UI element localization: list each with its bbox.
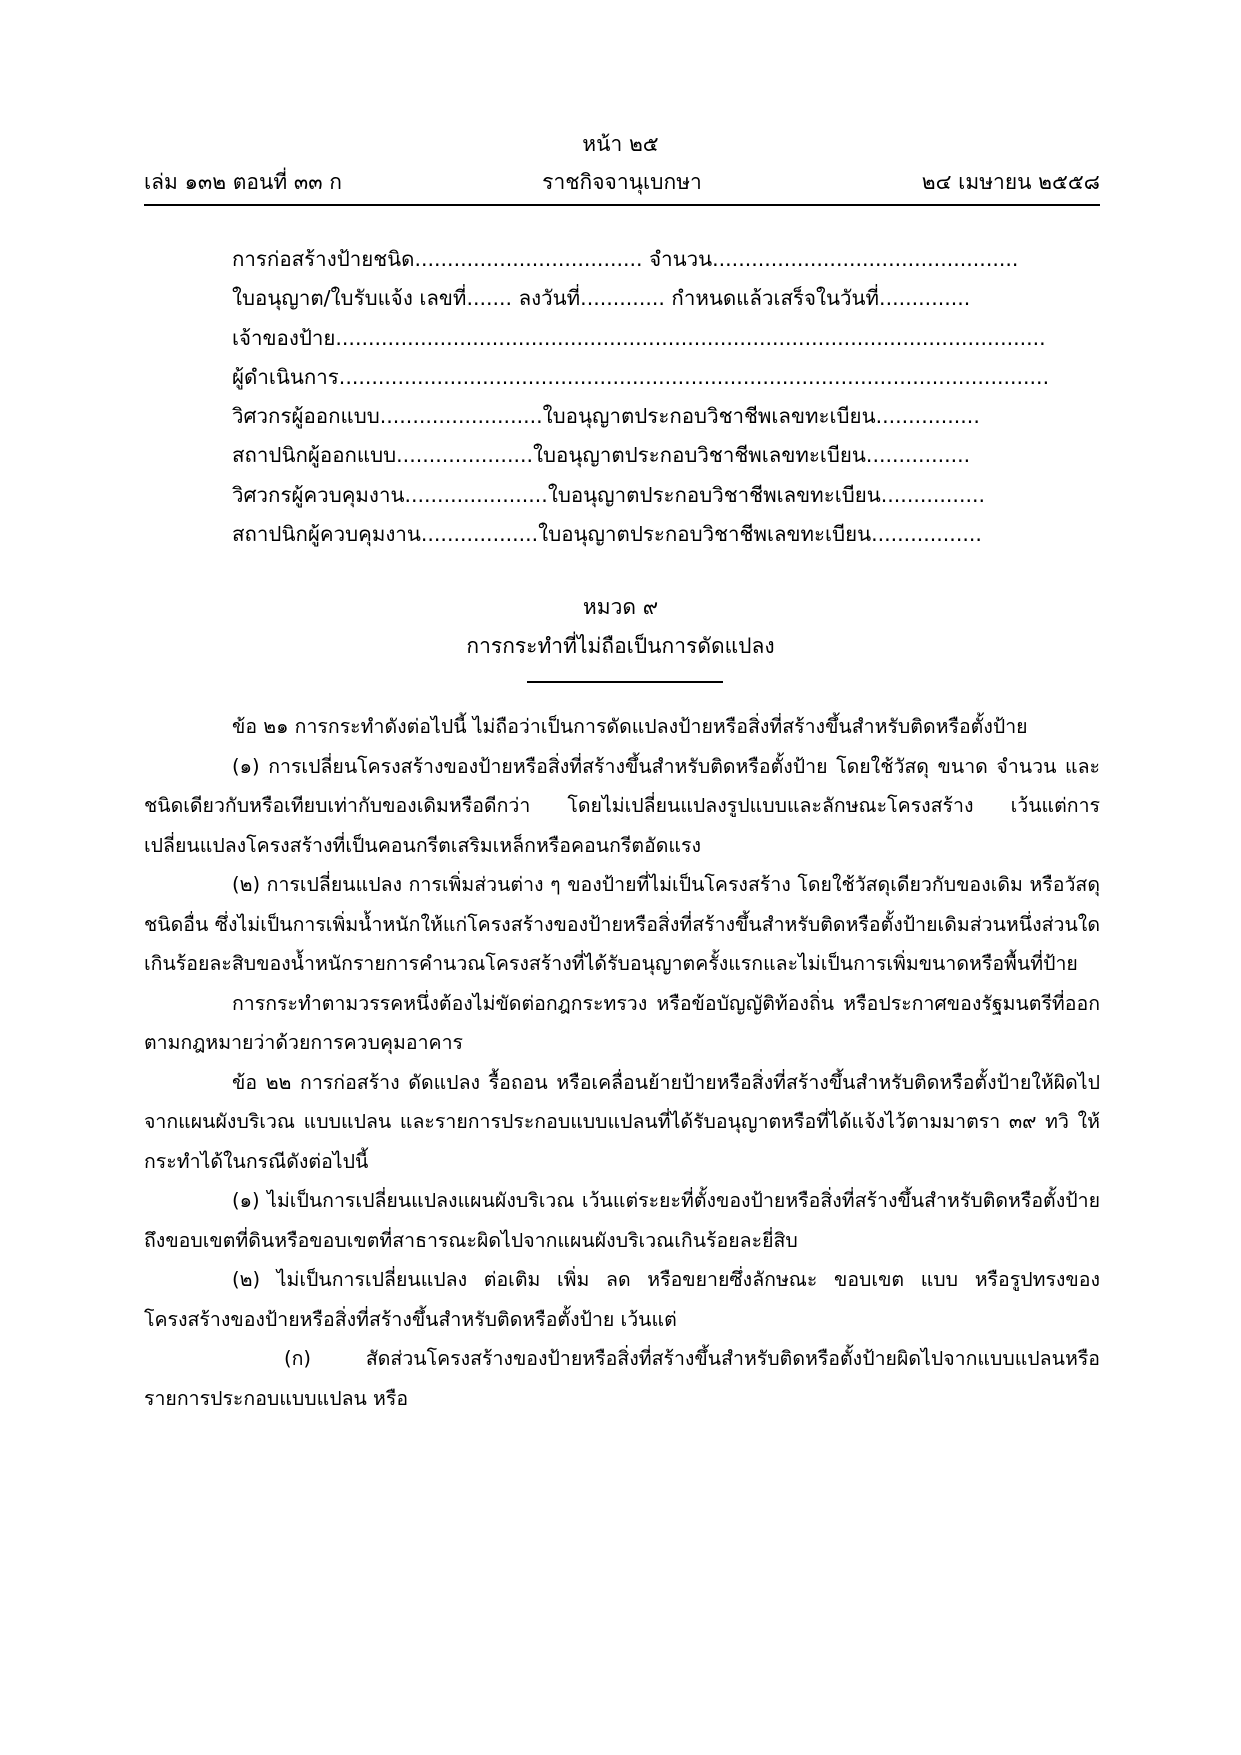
- clause-21: ข้อ ๒๑ การกระทำดังต่อไปนี้ ไม่ถือว่าเป็นการดัดแปลงป้ายหรือสิ่งที่สร้างขึ้นสำหรับติดหรือตั้งป้าย: [232, 715, 1028, 738]
- form-line: สถาปนิกผู้ควบคุมงาน..................ใบอนุญาตประกอบวิชาชีพเลขทะเบียน.................: [232, 522, 982, 547]
- gazette-title: ราชกิจจานุเบกษา: [542, 170, 702, 194]
- sign-registration-form: [232, 240, 1050, 554]
- form-line: เจ้าของป้าย.............................................................................................................: [232, 325, 1046, 350]
- chapter-divider: [527, 681, 723, 683]
- clause-21-item-1: (๑) การเปลี่ยนโครงสร้างของป้ายหรือสิ่งที่สร้างขึ้นสำหรับติดหรือตั้งป้าย โดยใช้วัสดุ ขนาด จำนวน และชนิดเดียวกับหรือเทียบเท่ากับของเดิมหรือดีกว่า โดยไม่เปลี่ยนแปลงรูปแบบและลักษณะโครงสร้าง เว้นแต่การเปลี่ยนแปลงโครงสร้างที่เป็นคอนกรีตเสริมเหล็กหรือคอนกรีตอัดแรง: [144, 754, 1100, 857]
- gazette-header: [144, 164, 1100, 206]
- page-number: หน้า ๒๕: [582, 132, 659, 156]
- clause-21-item-2: (๒) การเปลี่ยนแปลง การเพิ่มส่วนต่าง ๆ ของป้ายที่ไม่เป็นโครงสร้าง โดยใช้วัสดุเดียวกับของเดิม หรือวัสดุชนิดอื่น ซึ่งไม่เป็นการเพิ่มน้ำหนักให้แก่โครงสร้างของป้ายหรือสิ่งที่สร้างขึ้นสำหรับติดหรือตั้งป้ายเดิมส่วนหนึ่งส่วนใดเกินร้อยละสิบของน้ำหนักรายการคำนวณโครงสร้างที่ได้รับอนุญาตครั้งแรกและไม่เป็นการเพิ่มขนาดหรือพื้นที่ป้าย: [144, 873, 1100, 975]
- volume-issue: เล่ม ๑๓๒ ตอนที่ ๓๓ ก: [144, 170, 342, 194]
- publication-date: ๒๔ เมษายน ๒๕๕๘: [921, 170, 1100, 194]
- clause-22: ข้อ ๒๒ การก่อสร้าง ดัดแปลง รื้อถอน หรือเคลื่อนย้ายป้ายหรือสิ่งที่สร้างขึ้นสำหรับติดหรือตั้งป้ายให้ผิดไปจากแผนผังบริเวณ แบบแปลน และรายการประกอบแบบแปลนที่ได้รับอนุญาตหรือที่ได้แจ้งไว้ตามมาตรา ๓๙ ทวิ ให้กระทำได้ในกรณีดังต่อไปนี้: [144, 1070, 1100, 1173]
- body-text: [144, 707, 1100, 1418]
- form-line: วิศวกรผู้ออกแบบ.........................ใบอนุญาตประกอบวิชาชีพเลขทะเบียน................: [232, 404, 980, 429]
- form-line: ใบอนุญาต/ใบรับแจ้ง เลขที่....... ลงวันที่............. กำหนดแล้วเสร็จในวันที่..............: [232, 286, 971, 311]
- clause-21-paragraph-2: การกระทำตามวรรคหนึ่งต้องไม่ขัดต่อกฎกระทรวง หรือข้อบัญญัติท้องถิ่น หรือประกาศของรัฐมนตรีที่ออกตามกฎหมายว่าด้วยการควบคุมอาคาร: [144, 991, 1100, 1054]
- clause-22-item-1: (๑) ไม่เป็นการเปลี่ยนแปลงแผนผังบริเวณ เว้นแต่ระยะที่ตั้งของป้ายหรือสิ่งที่สร้างขึ้นสำหรับติดหรือตั้งป้าย ถึงขอบเขตที่ดินหรือขอบเขตที่สาธารณะผิดไปจากแผนผังบริเวณเกินร้อยละยี่สิบ: [144, 1189, 1100, 1252]
- form-line: สถาปนิกผู้ออกแบบ.....................ใบอนุญาตประกอบวิชาชีพเลขทะเบียน................: [232, 443, 971, 468]
- form-line: ผู้ดำเนินการ.............................................................................................................: [232, 364, 1050, 389]
- chapter-heading: หมวด ๙: [582, 595, 659, 619]
- clause-22-item-2: (๒) ไม่เป็นการเปลี่ยนแปลง ต่อเติม เพิ่ม ลด หรือขยายซึ่งลักษณะ ขอบเขต แบบ หรือรูปทรงของโครงสร้างของป้ายหรือสิ่งที่สร้างขึ้นสำหรับติดหรือตั้งป้าย เว้นแต่: [144, 1268, 1100, 1331]
- chapter-title: การกระทำที่ไม่ถือเป็นการดัดแปลง: [466, 634, 775, 658]
- form-line: วิศวกรผู้ควบคุมงาน......................ใบอนุญาตประกอบวิชาชีพเลขทะเบียน................: [232, 482, 986, 507]
- form-line: การก่อสร้างป้ายชนิด................................... จำนวน...............................................: [232, 247, 1019, 271]
- clause-22-item-2-a: (ก) สัดส่วนโครงสร้างของป้ายหรือสิ่งที่สร้างขึ้นสำหรับติดหรือตั้งป้ายผิดไปจากแบบแปลนหรือรายการประกอบแบบแปลน หรือ: [144, 1347, 1100, 1410]
